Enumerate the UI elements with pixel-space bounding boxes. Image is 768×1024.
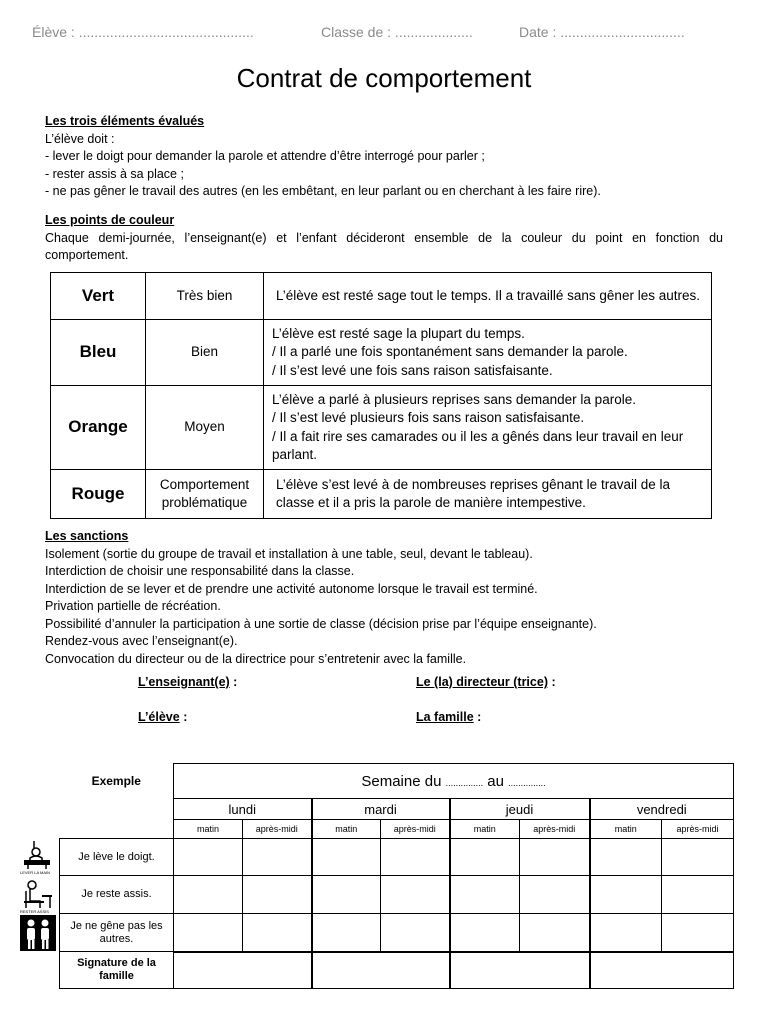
table-row	[60, 914, 734, 952]
list-item: Isolement (sortie du groupe de travail et installation à une table, seul, devant le tableau).	[45, 546, 533, 561]
section-heading: Les sanctions	[45, 529, 129, 543]
slot-header: après-midi	[520, 820, 590, 839]
table-row	[51, 386, 712, 470]
signature-colon: :	[551, 675, 556, 689]
description-cell	[264, 320, 712, 386]
color-cell: Orange	[51, 386, 146, 470]
table-row	[60, 820, 734, 839]
section-color-points	[45, 212, 723, 265]
level-cell: Bien	[146, 320, 264, 386]
student-name-field[interactable]: Élève : .............................................	[32, 24, 254, 40]
description-line: L’élève s’est levé à de nombreuses reprises gênant le travail de la classe et il a pris la parole de manière intempestive.	[276, 476, 670, 510]
list-item: - lever le doigt pour demander la parole et attendre d’être interrogé pour parler ;	[45, 149, 485, 163]
day-header-vendredi: vendredi	[590, 799, 734, 820]
slot-header: matin	[174, 820, 243, 839]
weekly-tracking-grid	[59, 763, 734, 989]
grid-cell[interactable]	[174, 839, 243, 876]
grid-cell[interactable]	[243, 914, 312, 952]
grid-cell[interactable]	[590, 876, 662, 914]
grid-cell[interactable]	[520, 876, 590, 914]
criterion-raise-hand: Je lève le doigt.	[60, 839, 174, 876]
grid-cell[interactable]	[312, 914, 381, 952]
week-header	[174, 764, 734, 799]
week-label: Semaine du	[361, 772, 442, 790]
color-cell: Bleu	[51, 320, 146, 386]
signature-colon: :	[183, 710, 188, 724]
grid-cell[interactable]	[590, 839, 662, 876]
example-label: Exemple	[91, 773, 141, 788]
teacher-signature[interactable]	[138, 675, 237, 689]
table-row	[51, 320, 712, 386]
no-disturb-pictogram	[20, 915, 56, 951]
grid-cell[interactable]	[662, 839, 734, 876]
student-signature[interactable]	[138, 710, 187, 724]
level-cell: Comportement problématique	[146, 470, 264, 519]
description-cell	[264, 273, 712, 320]
family-signature-cell[interactable]	[590, 952, 734, 989]
table-row	[60, 839, 734, 876]
description-line: / Il a fait rire ses camarades ou il les a gênés dans leur travail en leur parlant.	[272, 428, 684, 462]
section-intro: L’élève doit :	[45, 131, 115, 146]
date-field[interactable]: Date : ................................	[519, 24, 685, 40]
signature-label: La famille	[416, 710, 474, 724]
class-field[interactable]: Classe de : ....................	[321, 24, 473, 40]
description-line: L’élève a parlé à plusieurs reprises sans demander la parole.	[272, 391, 636, 407]
signature-colon: :	[477, 710, 482, 724]
description-line: L’élève est resté sage la plupart du temps.	[272, 325, 525, 341]
list-item: - ne pas gêner le travail des autres (en les embêtant, en leur parlant ou en cherchant à les faire rire).	[45, 184, 601, 198]
week-end-field[interactable]: ...............	[508, 777, 546, 788]
section-sanctions	[45, 528, 745, 668]
description-cell	[264, 386, 712, 470]
grid-cell[interactable]	[381, 876, 450, 914]
slot-header: matin	[450, 820, 520, 839]
list-item: Interdiction de se lever et de prendre une activité autonome lorsque le travail est terminé.	[45, 581, 538, 596]
day-header-jeudi: jeudi	[450, 799, 590, 820]
day-header-mardi: mardi	[312, 799, 450, 820]
section-text: Chaque demi-journée, l’enseignant(e) et l’enfant décideront ensemble de la couleur du point en fonction du comportement.	[45, 230, 723, 262]
color-cell: Rouge	[51, 470, 146, 519]
blank-cell	[60, 820, 174, 839]
level-cell: Moyen	[146, 386, 264, 470]
family-signature-cell[interactable]	[174, 952, 312, 989]
table-row	[60, 799, 734, 820]
icon-caption: LEVER LA MAIN	[20, 870, 51, 875]
grid-cell[interactable]	[450, 876, 520, 914]
section-evaluated-elements	[45, 113, 735, 201]
slot-header: matin	[590, 820, 662, 839]
family-signature-row-label: Signature de la famille	[60, 952, 174, 989]
signature-label: Le (la) directeur (trice)	[416, 675, 548, 689]
grid-cell[interactable]	[662, 876, 734, 914]
list-item: Privation partielle de récréation.	[45, 599, 221, 613]
section-heading: Les trois éléments évalués	[45, 114, 205, 128]
signature-label: L’élève	[138, 710, 180, 724]
list-item: Interdiction de choisir une responsabilité dans la classe.	[45, 564, 355, 578]
table-row	[60, 764, 734, 799]
grid-cell[interactable]	[243, 839, 312, 876]
list-item: - rester assis à sa place ;	[45, 166, 184, 181]
family-signature-cell[interactable]	[312, 952, 450, 989]
family-signature[interactable]	[416, 710, 481, 724]
description-line: L’élève est resté sage tout le temps. Il a travaillé sans gêner les autres.	[276, 287, 700, 303]
criterion-no-disturb: Je ne gêne pas les autres.	[60, 914, 174, 952]
no-disturb-icon	[20, 915, 56, 951]
grid-cell[interactable]	[312, 876, 381, 914]
slot-header: matin	[312, 820, 381, 839]
table-row	[60, 952, 734, 989]
description-line: / Il a parlé une fois spontanément sans demander la parole.	[272, 344, 628, 360]
grid-cell[interactable]	[174, 876, 243, 914]
description-line: / Il s’est levé plusieurs fois sans raison satisfaisante.	[272, 410, 585, 425]
grid-cell[interactable]	[450, 839, 520, 876]
slot-header: après-midi	[662, 820, 734, 839]
icon-caption: RESTER ASSIS	[20, 909, 49, 914]
slot-header: après-midi	[243, 820, 312, 839]
list-item: Rendez-vous avec l’enseignant(e).	[45, 634, 238, 648]
grid-cell[interactable]	[174, 914, 243, 952]
signature-colon: :	[233, 675, 238, 689]
table-row	[51, 470, 712, 519]
description-cell	[264, 470, 712, 519]
signature-label: L’enseignant(e)	[138, 675, 230, 689]
blank-cell	[60, 799, 174, 820]
page-title: Contrat de comportement	[236, 63, 532, 93]
day-header-lundi: lundi	[174, 799, 312, 820]
grid-cell[interactable]	[590, 914, 662, 952]
week-start-field[interactable]: ...............	[445, 777, 484, 788]
color-scale-table	[50, 272, 712, 519]
section-heading: Les points de couleur	[45, 213, 175, 227]
table-row	[60, 876, 734, 914]
list-item: Possibilité d’annuler la participation à une sortie de classe (décision prise par l’équipe enseignante).	[45, 616, 597, 631]
list-item: Convocation du directeur ou de la directrice pour s’entretenir avec la famille.	[45, 651, 467, 666]
grid-cell[interactable]	[381, 914, 450, 952]
grid-cell[interactable]	[243, 876, 312, 914]
grid-cell[interactable]	[520, 839, 590, 876]
slot-header: après-midi	[381, 820, 450, 839]
grid-cell[interactable]	[662, 914, 734, 952]
grid-cell[interactable]	[312, 839, 381, 876]
level-cell: Très bien	[146, 273, 264, 320]
table-row	[51, 273, 712, 320]
color-cell: Vert	[51, 273, 146, 320]
criterion-stay-seated: Je reste assis.	[60, 876, 174, 914]
family-signature-cell[interactable]	[450, 952, 590, 989]
grid-cell[interactable]	[450, 914, 520, 952]
director-signature[interactable]	[416, 675, 556, 689]
grid-cell[interactable]	[520, 914, 590, 952]
description-line: / Il s’est levé une fois sans raison satisfaisante.	[272, 362, 553, 378]
week-and: au	[487, 772, 504, 790]
grid-cell[interactable]	[381, 839, 450, 876]
stay-seated-icon	[20, 877, 56, 915]
raise-hand-icon	[20, 838, 56, 876]
